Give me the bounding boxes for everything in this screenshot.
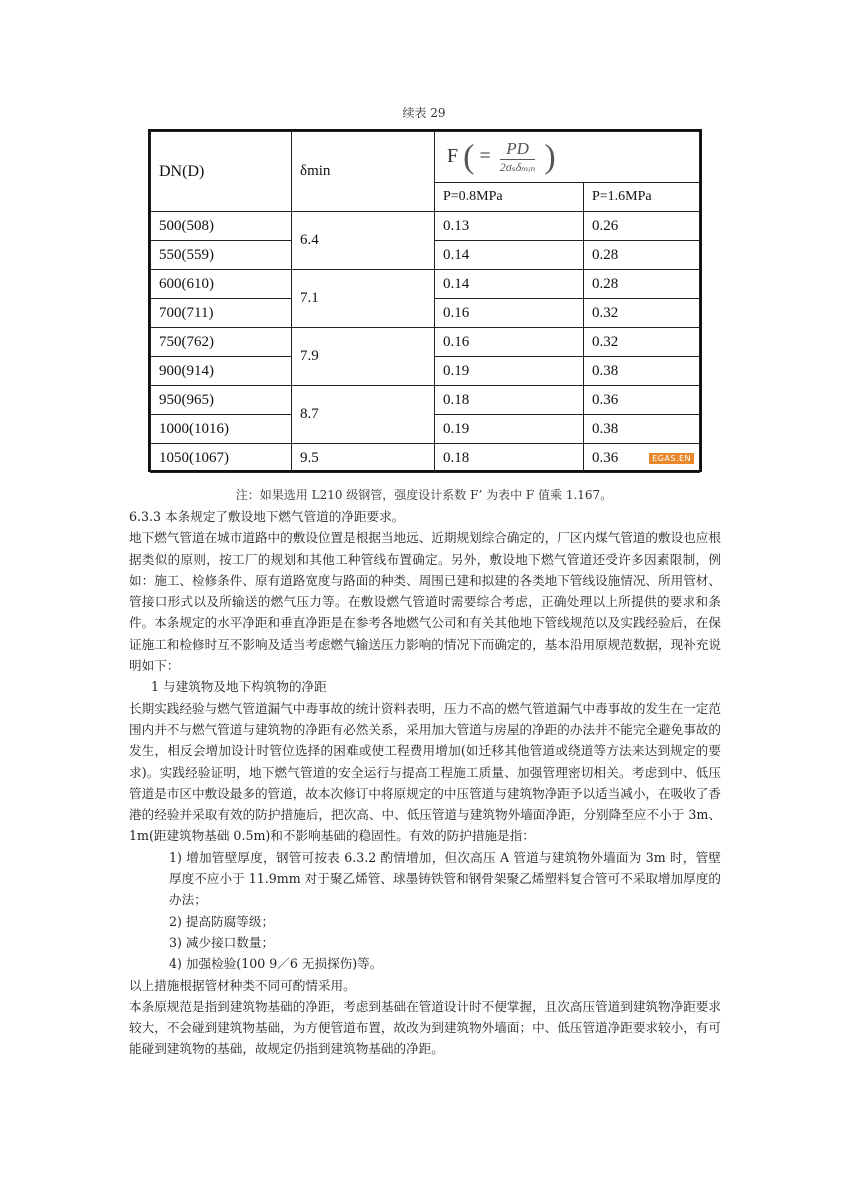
formula-denominator: 2σₛδₘᵢₙ	[499, 160, 536, 174]
pipe-table-frame	[148, 129, 702, 472]
cell-dn: 500(508)	[151, 212, 292, 241]
cell-dn: 750(762)	[151, 328, 292, 357]
cell-dmin: 9.5	[292, 444, 435, 473]
cell-p16: 0.28	[584, 241, 700, 270]
paragraph: 本条原规范是指到建筑物基础的净距，考虑到基础在管道设计时不便掌握，且次高压管道到建筑物净距要求较大，不会碰到建筑物基础，为方便管道布置，故改为到建筑物外墙面；中、低压管道净距要求较小，有可能碰到建筑物的基础，故规定仍指到建筑物基础的净距。	[129, 998, 721, 1057]
cell-p08: 0.16	[435, 328, 584, 357]
formula-numerator: PD	[500, 139, 536, 160]
table-note: 注：如果选用 L210 级钢管，强度设计系数 F’ 为表中 F 值乘 1.167。	[235, 488, 613, 502]
cell-dn: 1000(1016)	[151, 415, 292, 444]
paragraph: 以上措施根据管材种类不同可酌情采用。	[129, 977, 356, 993]
cell-dn: 600(610)	[151, 270, 292, 299]
table-row	[151, 270, 700, 299]
paragraph: 长期实践经验与燃气管道漏气中毒事故的统计资料表明，压力不高的燃气管道漏气中毒事故的发生在一定范围内并不与燃气管道与建筑物的净距有必然关系，采用加大管道与房屋的净距的办法并不能完全避免事故的发生，相反会增加设计时管位选择的困难或使工程费用增加(如迁移其他管道或绕道等方法来达到规定的要求)。实践经验证明，地下燃气管道的安全运行与提高工程施工质量、加强管理密切相关。考虑到中、低压管道是市区中敷设最多的管道，故本次修订中将原规定的中压管道与建筑物净距予以适当减小，在吸收了香港的经验并采取有效的防护措施后，把次高、中、低压管道与建筑物外墙面净距，分别降至应不小于 3m、1m(距建筑物基础 0.5m)和不影响基础的稳固性。有效的防护措施是指：	[129, 700, 721, 844]
cell-p08: 0.18	[435, 444, 584, 473]
cell-dn: 700(711)	[151, 299, 292, 328]
paragraph: 地下燃气管道在城市道路中的敷设位置是根据当地远、近期规划综合确定的，厂区内煤气管道的敷设也应根据类似的原则，按工厂的规划和其他工种管线布置确定。另外，敷设地下燃气管道还受许多因素限制，例如：施工、检修条件、原有道路宽度与路面的种类、周围已建和拟建的各类地下管线设施情况、所用管材、管接口形式以及所输送的燃气压力等。在敷设燃气管道时需要综合考虑，正确处理以上所提供的要求和条件。本条规定的水平净距和垂直净距是在参考各地燃气公司和有关其他地下管线规范以及实践经验后，在保证施工和检修时互不影响及适当考虑燃气输送压力影响的情况下而确定的，基本沿用原规范数据，现补充说明如下：	[129, 530, 721, 674]
cell-p08: 0.14	[435, 241, 584, 270]
cell-p16: 0.26	[584, 212, 700, 241]
cell-p16: 0.38	[584, 415, 700, 444]
cell-dn: 1050(1067)	[151, 444, 292, 473]
table-row	[151, 212, 700, 241]
subsection-heading: 1 与建筑物及地下构筑物的净距	[151, 679, 327, 695]
cell-p16: 0.38	[584, 357, 700, 386]
list-item: 3) 减少接口数量；	[169, 934, 275, 950]
cell-p08: 0.16	[435, 299, 584, 328]
cell-p16: 0.36	[584, 444, 700, 473]
cell-p16: 0.32	[584, 299, 700, 328]
body-text	[129, 506, 721, 1060]
cell-dn: 900(914)	[151, 357, 292, 386]
watermark-logo: EGAS.EN	[649, 453, 694, 464]
cell-dmin: 8.7	[292, 386, 435, 444]
cell-dmin: 7.9	[292, 328, 435, 386]
cell-p08: 0.19	[435, 415, 584, 444]
header-formula	[435, 132, 700, 183]
list-item: 1) 增加管壁厚度，钢管可按表 6.3.2 酌情增加，但次高压 A 管道与建筑物外墙面为 3m 时，管壁厚度不应小于 11.9mm 对于聚乙烯管、球墨铸铁管和钢骨架聚乙烯塑料复合管可不采取增加厚度的办法；	[169, 849, 721, 908]
cell-p08: 0.19	[435, 357, 584, 386]
table-row	[151, 386, 700, 415]
header-dn: DN(D)	[151, 132, 292, 212]
pipe-wall-table	[150, 131, 700, 473]
table-caption: 续表 29	[402, 106, 446, 120]
formula-fraction	[500, 139, 536, 175]
table-row	[151, 328, 700, 357]
list-item: 4) 加强检验(100 9／6 无损探伤)等。	[169, 956, 383, 972]
cell-p08: 0.14	[435, 270, 584, 299]
list-item: 2) 提高防腐等级；	[169, 913, 275, 929]
cell-dn: 950(965)	[151, 386, 292, 415]
cell-p08: 0.18	[435, 386, 584, 415]
cell-p16: 0.32	[584, 328, 700, 357]
section-heading: 6.3.3 本条规定了敷设地下燃气管道的净距要求。	[129, 509, 405, 524]
cell-dmin: 6.4	[292, 212, 435, 270]
header-dmin: δmin	[292, 132, 435, 212]
formula-eq: =	[479, 144, 491, 167]
header-p16: P=1.6MPa	[584, 183, 700, 212]
cell-p16: 0.28	[584, 270, 700, 299]
cell-dmin: 7.1	[292, 270, 435, 328]
formula-f-symbol: F	[447, 144, 459, 167]
table-row	[151, 444, 700, 473]
cell-dn: 550(559)	[151, 241, 292, 270]
header-p08: P=0.8MPa	[435, 183, 584, 212]
cell-p08: 0.13	[435, 212, 584, 241]
cell-p16: 0.36	[584, 386, 700, 415]
formula-f: F ( = $\frac{PD}{\text{2σₛδₘᵢₙ}}$ )	[447, 138, 556, 175]
